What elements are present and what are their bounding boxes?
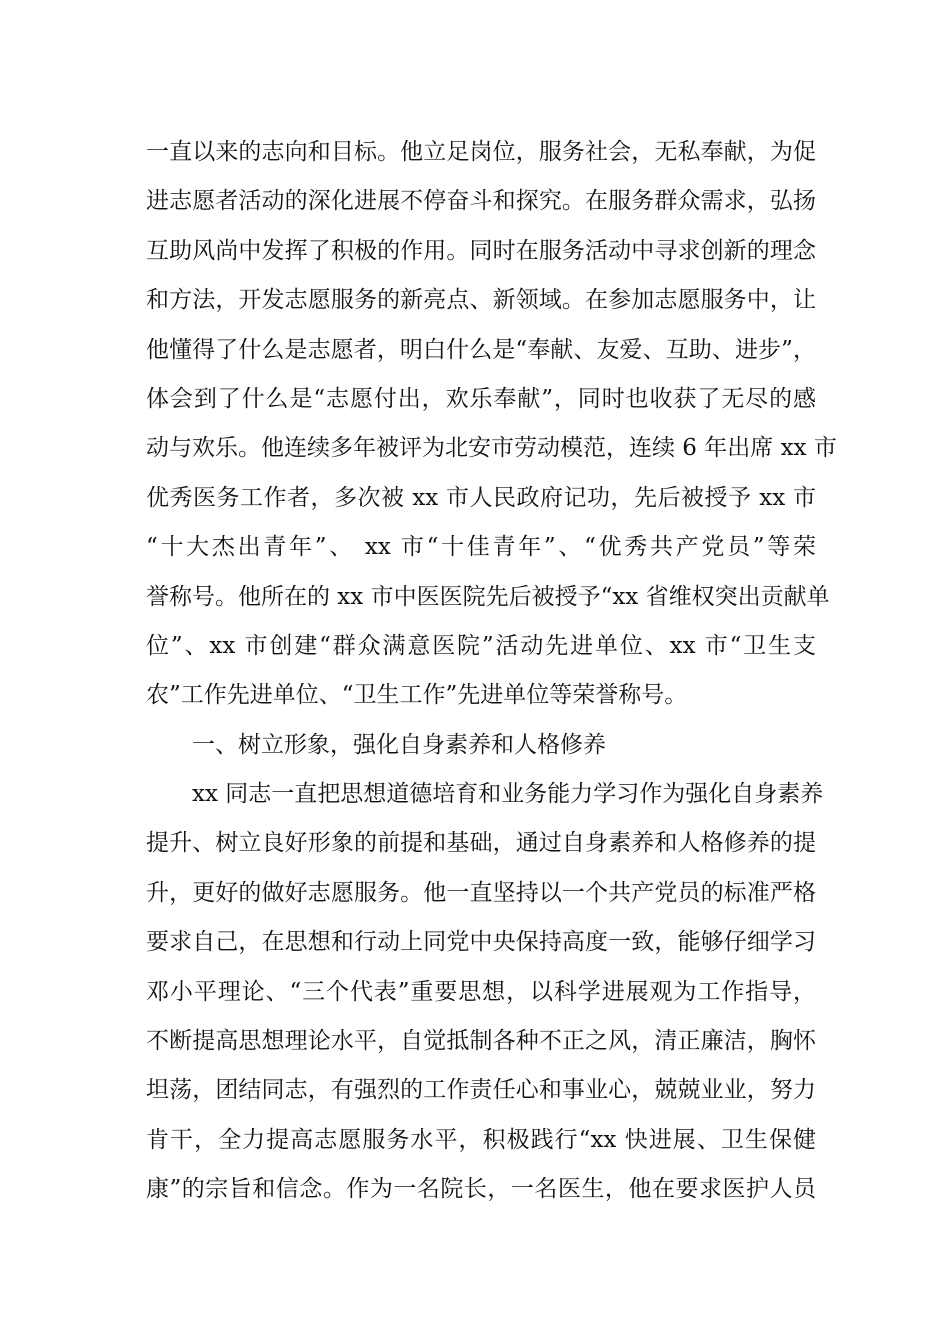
text-line: 不断提高思想理论水平，自觉抵制各种不正之风，清正廉洁，胸怀	[146, 1028, 816, 1055]
text-line: 要求自己，在思想和行动上同党中央保持高度一致，能够仔细学习	[146, 929, 816, 956]
paragraph-first-line: xx 同志一直把思想道德培育和业务能力学习作为强化自身素养	[192, 781, 824, 808]
text-line: 提升、树立良好形象的前提和基础，通过自身素养和人格修养的提	[146, 830, 816, 857]
text-line: 肯干，全力提高志愿服务水平，积极践行“xx 快进展、卫生保健	[146, 1126, 816, 1153]
text-line: 邓小平理论、“三个代表”重要思想，以科学进展观为工作指导，	[146, 978, 816, 1005]
text-line: 坦荡，团结同志，有强烈的工作责任心和事业心，兢兢业业，努力	[146, 1077, 816, 1104]
text-line: 互助风尚中发挥了积极的作用。同时在服务活动中寻求创新的理念	[146, 237, 816, 264]
text-line: 体会到了什么是“志愿付出，欢乐奉献”，同时也收获了无尽的感	[146, 385, 816, 412]
text-line: 康”的宗旨和信念。作为一名院长，一名医生，他在要求医护人员	[146, 1176, 816, 1203]
text-line: 位”、xx 市创建“群众满意医院”活动先进单位、xx 市“卫生支	[146, 632, 816, 659]
text-line: 农”工作先进单位、“卫生工作”先进单位等荣誉称号。	[146, 682, 688, 709]
text-line: 进志愿者活动的深化进展不停奋斗和探究。在服务群众需求，弘扬	[146, 188, 816, 215]
text-line: 优秀医务工作者，多次被 xx 市人民政府记功，先后被授予 xx 市	[146, 484, 816, 511]
text-line: 他懂得了什么是志愿者，明白什么是“奉献、友爱、互助、进步”，	[146, 336, 816, 363]
text-line: 和方法，开发志愿服务的新亮点、新领域。在参加志愿服务中，让	[146, 287, 816, 314]
body-text	[146, 128, 837, 1215]
paragraph-first-line: 一、树立形象，强化自身素养和人格修养	[192, 731, 606, 758]
text-line: 誉称号。他所在的 xx 市中医医院先后被授予“xx 省维权突出贡献单	[146, 583, 830, 610]
text-line: 升，更好的做好志愿服务。他一直坚持以一个共产党员的标准严格	[146, 879, 816, 906]
text-line: 一直以来的志向和目标。他立足岗位，服务社会，无私奉献，为促	[146, 139, 816, 165]
text-line: “十大杰出青年”、 xx 市“十佳青年”、“优秀共产党员”等荣	[146, 534, 816, 561]
text-line: 动与欢乐。他连续多年被评为北安市劳动模范，连续 6 年出席 xx 市	[146, 435, 837, 462]
